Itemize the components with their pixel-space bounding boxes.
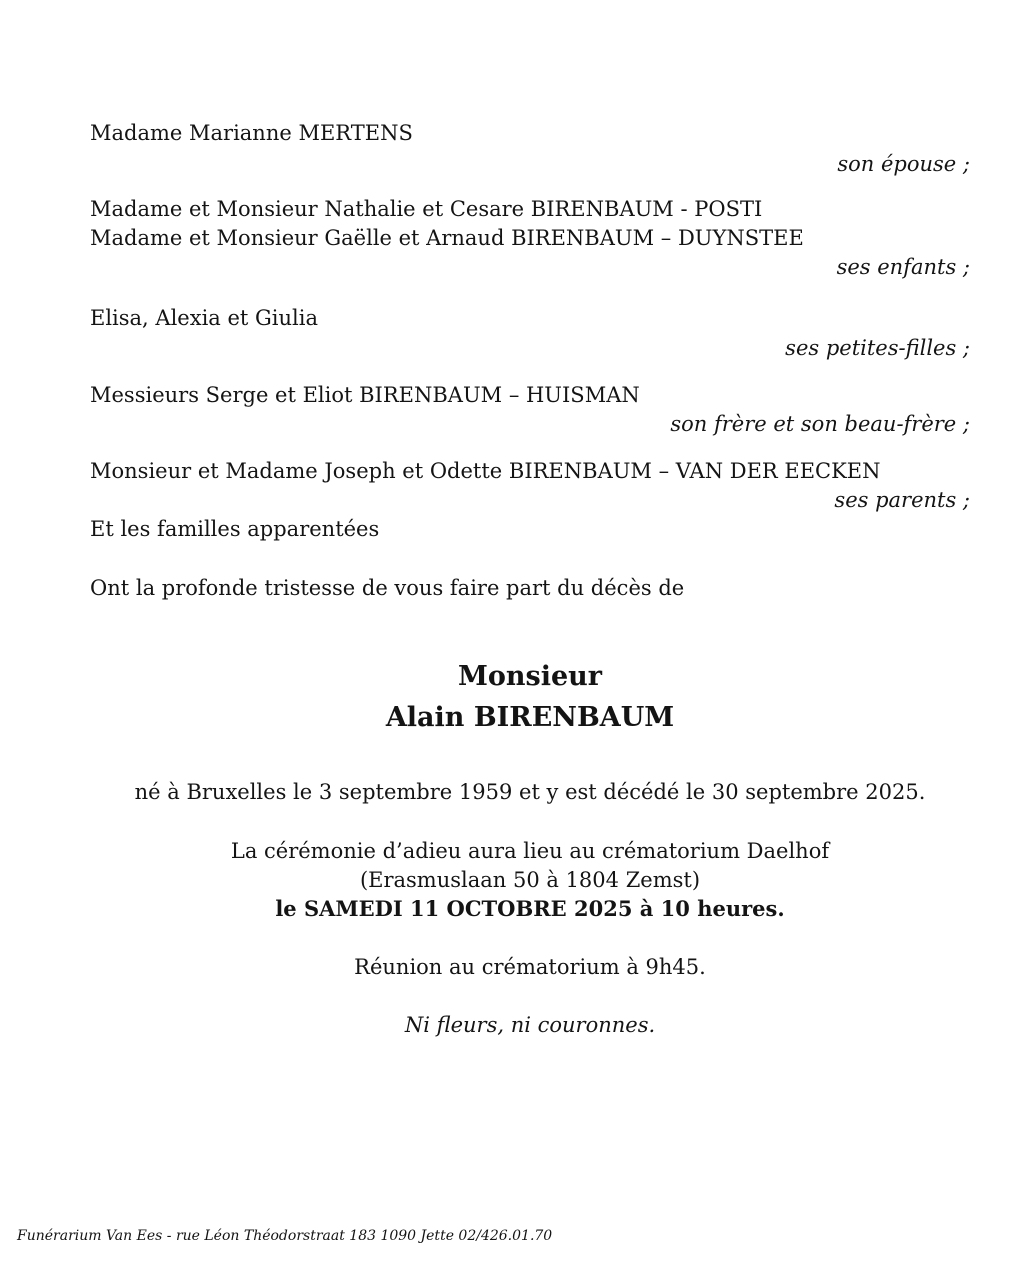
ceremony-line-3: le SAMEDI 11 OCTOBRE 2025 à 10 heures. — [275, 896, 785, 921]
children-names-1: Madame et Monsieur Nathalie et Cesare BIRENBAUM - POSTI — [90, 197, 763, 221]
granddaughters-relation: ses petites-filles ; — [785, 336, 970, 360]
children-relation: ses enfants ; — [836, 255, 970, 279]
brothers-relation: son frère et son beau-frère ; — [670, 412, 970, 436]
granddaughters-names: Elisa, Alexia et Giulia — [90, 306, 318, 330]
families-line: Et les familles apparentées — [90, 517, 380, 541]
deceased-name: Alain BIRENBAUM — [385, 702, 675, 733]
parents-names: Monsieur et Madame Joseph et Odette BIRENBAUM – VAN DER EECKEN — [90, 459, 881, 483]
children-names-2: Madame et Monsieur Gaëlle et Arnaud BIRENBAUM – DUYNSTEE — [90, 226, 804, 250]
intro-line: Ont la profonde tristesse de vous faire part du décès de — [90, 576, 685, 600]
announcement-content — [90, 0, 970, 1280]
spouse-relation: son épouse ; — [837, 152, 970, 176]
flowers-line: Ni fleurs, ni couronnes. — [404, 1013, 656, 1037]
meeting-line: Réunion au crématorium à 9h45. — [354, 955, 706, 979]
parents-relation: ses parents ; — [834, 488, 970, 512]
footer-text: Funérarium Van Ees - rue Léon Théodorstraat 183 1090 Jette 02/426.01.70 — [17, 1228, 553, 1244]
deceased-title: Monsieur — [457, 661, 603, 692]
birth-death-line: né à Bruxelles le 3 septembre 1959 et y est décédé le 30 septembre 2025. — [134, 780, 926, 804]
ceremony-line-2: (Erasmuslaan 50 à 1804 Zemst) — [359, 868, 701, 892]
spouse-name: Madame Marianne MERTENS — [90, 121, 413, 145]
ceremony-line-1: La cérémonie d’adieu aura lieu au crématorium Daelhof — [230, 839, 830, 863]
brothers-names: Messieurs Serge et Eliot BIRENBAUM – HUISMAN — [90, 383, 640, 407]
